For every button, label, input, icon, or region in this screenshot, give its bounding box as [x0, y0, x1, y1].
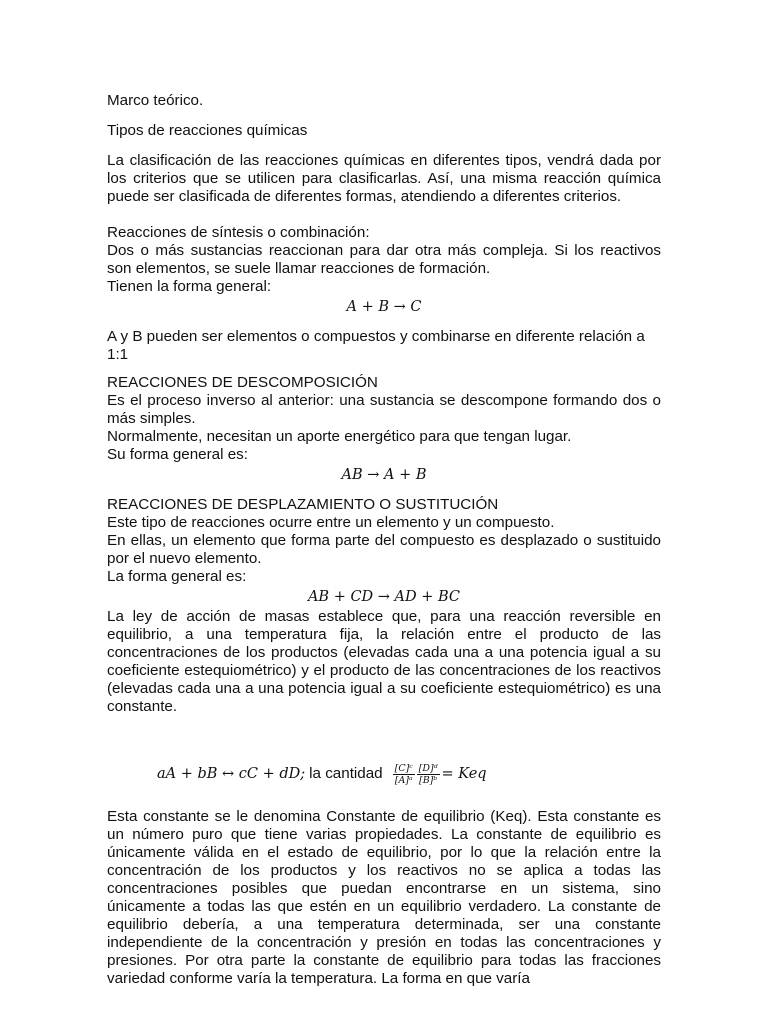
synthesis-note: A y B pueden ser elementos o compuestos y combinarse en diferente relación a 1:1 [107, 328, 645, 363]
mass-action-paragraph: La ley de acción de masas establece que, para una reacción reversible en equilibrio, a una temperatura fija, la relación entre el producto de las concentraciones de los productos (elevadas cada una a una potencia igual a su coeficiente estequiométrico) y el producto de las concentraciones de los reactivos (elevadas cada una a una potencia igual a su coeficiente estequiométrico) es una constante. [107, 608, 661, 715]
decomposition-paragraph: Es el proceso inverso al anterior: una sustancia se descompone formando dos o más simples. [107, 392, 661, 427]
decomposition-energy-note: Normalmente, necesitan un aporte energético para que tengan lugar. [107, 428, 572, 445]
displacement-paragraph: Este tipo de reacciones ocurre entre un elemento y un compuesto. [107, 514, 555, 531]
keq-text: la cantidad [309, 765, 383, 782]
keq-denominator-b: [B]ᵇ [418, 774, 438, 786]
decomposition-equation: AB → A + B [341, 467, 427, 483]
keq-result: = Keq [441, 766, 487, 782]
document-page [107, 92, 661, 988]
intro-paragraph: La clasificación de las reacciones químicas en diferentes tipos, vendrá dada por los criterios que se utilicen para clasificarlas. Así, una misma reacción química puede ser clasificada de diferentes formas, atendiendo a diferentes criterios. [107, 152, 661, 205]
displacement-equation: AB + CD → AD + BC [307, 589, 461, 605]
keq-numerator-d: [D]ᵈ [418, 762, 438, 774]
keq-fraction-d-over-b [417, 763, 440, 786]
synthesis-heading: Reacciones de síntesis o combinación: [107, 224, 370, 241]
synthesis-equation: A + B → C [346, 299, 422, 315]
decomposition-form-label: Su forma general es: [107, 446, 248, 463]
keq-numerator-c: [C]ᶜ [394, 762, 413, 774]
keq-denominator-a: [A]ᵃ [394, 774, 413, 786]
section-subtitle: Tipos de reacciones químicas [107, 122, 308, 139]
displacement-heading: REACCIONES DE DESPLAZAMIENTO O SUSTITUCIÓN [107, 496, 499, 513]
decomposition-heading: REACCIONES DE DESCOMPOSICIÓN [107, 374, 378, 391]
closing-paragraph: Esta constante se le denomina Constante de equilibrio (Keq). Esta constante es un número puro que tiene varias propiedades. La constante de equilibrio es únicamente válida en el estado de equilibrio, por lo que la relación entre la concentración de los productos y los reactivos no se aplica a todas las concentraciones posibles que puedan encontrarse en un sistema, sino únicamente a todas las que estén en un equilibrio verdadero. La constante de equilibrio debería, a una temperatura determinada, ser una constante independiente de la concentración y presión en todas las concentraciones y presiones. Por otra parte la constante de equilibrio para todas las fracciones variedad conforme varía la temperatura. La forma en que varía [107, 808, 661, 987]
displacement-form-label: La forma general es: [107, 568, 247, 585]
synthesis-form-label: Tienen la forma general: [107, 278, 272, 295]
displacement-detail: En ellas, un elemento que forma parte del compuesto es desplazado o sustituido por el nuevo elemento. [107, 532, 661, 567]
keq-equation [157, 754, 661, 794]
document-title: Marco teórico. [107, 92, 204, 109]
synthesis-paragraph: Dos o más sustancias reaccionan para dar otra más compleja. Si los reactivos son elementos, se suele llamar reacciones de formación. [107, 242, 661, 277]
keq-reaction: aA + bB ↔ cC + dD; [157, 766, 306, 782]
keq-fraction-c-over-a [393, 763, 415, 786]
